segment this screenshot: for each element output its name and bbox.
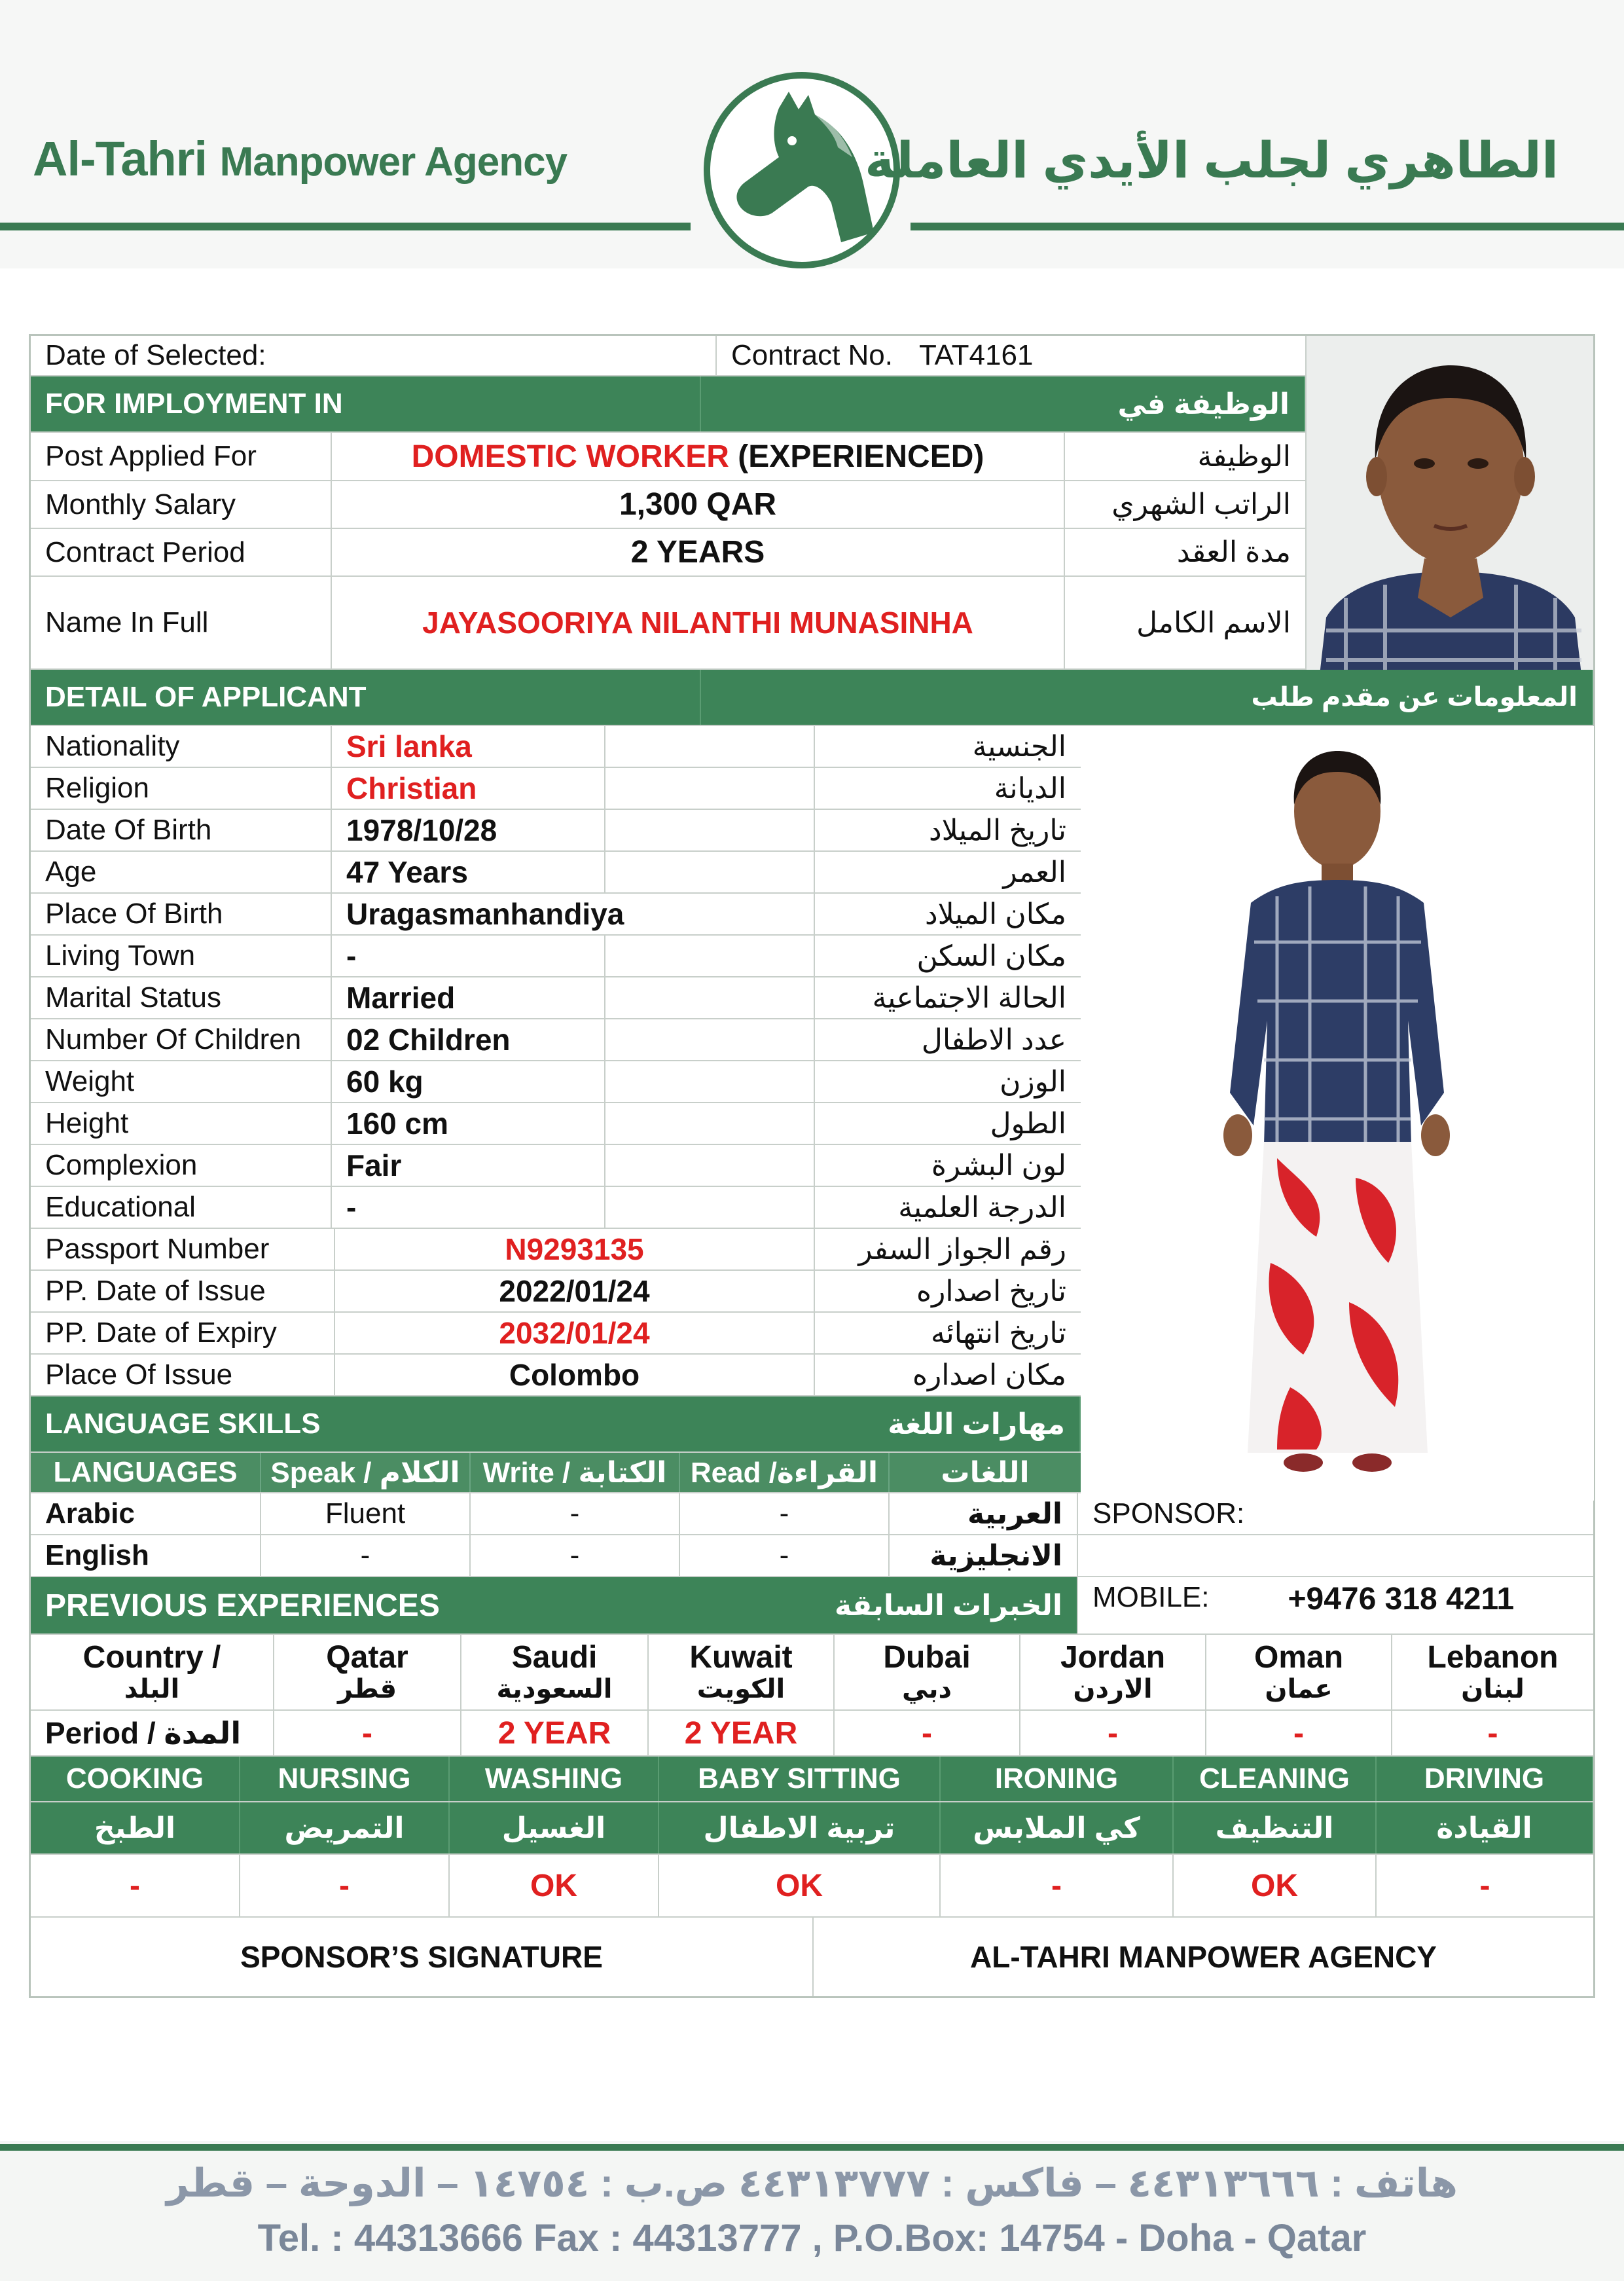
detail-spacer	[605, 852, 815, 892]
country-jordan	[1020, 1635, 1206, 1709]
skill-name-ar: التنظيف	[1174, 1802, 1377, 1853]
footer-rule	[0, 2144, 1624, 2151]
detail-label-ar: الدرجة العلمية	[898, 1191, 1066, 1224]
skill-name-ar: كي الملابس	[941, 1802, 1174, 1853]
skill-value: -	[31, 1855, 240, 1916]
contract-period-row	[31, 529, 1305, 577]
detail-spacer	[605, 1145, 815, 1186]
full-name-row	[31, 577, 1305, 670]
col-read: Read /القراءة	[680, 1453, 890, 1492]
detail-row	[31, 977, 1081, 1019]
language-name: Arabic	[31, 1493, 261, 1534]
brand-name-en	[33, 131, 567, 187]
applicant-full-photo	[1081, 726, 1594, 1501]
detail-spacer	[605, 936, 815, 976]
sponsor-label: SPONSOR:	[1092, 1497, 1245, 1529]
period-value: -	[1206, 1711, 1392, 1755]
skill-value: -	[1479, 1868, 1490, 1903]
detail-value: Married	[332, 977, 605, 1018]
period-value: -	[1487, 1715, 1498, 1751]
detail-label: Religion	[31, 768, 332, 809]
col-languages: LANGUAGES	[31, 1453, 261, 1492]
language-write: -	[471, 1535, 680, 1576]
detail-spacer	[605, 1061, 815, 1102]
passport-row	[31, 1271, 1081, 1313]
detail-label-ar: الطول	[990, 1107, 1066, 1140]
detail-label: Date Of Birth	[31, 810, 332, 850]
detail-row	[31, 894, 1081, 936]
passport-label: PP. Date of Expiry	[31, 1313, 335, 1353]
language-heading-ar: مهارات اللغة	[753, 1396, 1081, 1451]
post-row	[31, 433, 1305, 481]
passport-row	[31, 1313, 1081, 1355]
passport-label: Passport Number	[31, 1229, 335, 1269]
skill-name-ar: تربية الاطفال	[659, 1802, 941, 1853]
header-rule-right	[911, 223, 1624, 230]
detail-row	[31, 936, 1081, 977]
detail-label: Height	[31, 1103, 332, 1144]
post-value-red: DOMESTIC WORKER	[411, 439, 729, 474]
detail-value: 02 Children	[332, 1019, 605, 1060]
skill-value: -	[941, 1855, 1174, 1916]
country-name-ar: عمان	[1265, 1675, 1333, 1704]
salary-value: 1,300 QAR	[332, 481, 1065, 528]
detail-label: Living Town	[31, 936, 332, 976]
contract-period-value: 2 YEARS	[332, 529, 1065, 575]
detail-row	[31, 852, 1081, 894]
country-name-ar: لبنان	[1461, 1675, 1525, 1704]
country-lebanon	[1392, 1635, 1593, 1709]
detail-label-ar: الوزن	[1000, 1065, 1066, 1098]
language-read: -	[680, 1493, 890, 1534]
post-value	[332, 433, 1065, 480]
language-name: English	[31, 1535, 261, 1576]
passport-label: Place Of Issue	[31, 1355, 335, 1395]
country-name-ar: دبي	[901, 1675, 952, 1704]
detail-label-ar: تاريخ الميلاد	[929, 814, 1066, 847]
signatures-row	[31, 1918, 1593, 1996]
col-write: Write / الكتابة	[471, 1453, 680, 1492]
applicant-heading-ar: المعلومات عن مقدم طلب	[701, 670, 1593, 725]
skill-name-ar: الغسيل	[450, 1802, 659, 1853]
detail-label: Nationality	[31, 726, 332, 767]
country-name-ar: الاردن	[1073, 1675, 1153, 1704]
skill-name: BABY SITTING	[659, 1757, 941, 1801]
employment-block	[31, 336, 1593, 670]
passport-label: PP. Date of Issue	[31, 1271, 335, 1311]
detail-row	[31, 768, 1081, 810]
detail-row	[31, 810, 1081, 852]
detail-label-ar: الديانة	[994, 772, 1066, 805]
experience-heading-en: PREVIOUS EXPERIENCES	[45, 1588, 440, 1623]
country-name-ar: قطر	[337, 1675, 397, 1704]
detail-label: Place Of Birth	[31, 894, 332, 934]
passport-label-ar: مكان اصداره	[912, 1359, 1066, 1391]
field-label-ar: الراتب الشهري	[1111, 488, 1291, 520]
applicant-detail-block	[31, 726, 1593, 1493]
detail-row	[31, 1187, 1081, 1229]
country-name: Lebanon	[1427, 1639, 1559, 1675]
detail-label-ar: الحالة الاجتماعية	[872, 981, 1066, 1014]
country-qatar	[274, 1635, 461, 1709]
letterhead	[0, 0, 1624, 268]
detail-label: Educational	[31, 1187, 332, 1228]
language-speak: Fluent	[261, 1493, 471, 1534]
language-name-ar: العربية	[890, 1493, 1078, 1534]
detail-value: Christian	[332, 768, 605, 809]
detail-spacer	[605, 726, 815, 767]
skill-value: OK	[1174, 1855, 1377, 1916]
language-heading	[31, 1396, 1081, 1453]
detail-value: -	[332, 936, 605, 976]
detail-value: 160 cm	[332, 1103, 605, 1144]
passport-label-ar: رقم الجواز السفر	[858, 1233, 1066, 1266]
detail-label-ar: العمر	[1003, 856, 1066, 888]
experience-heading	[31, 1577, 1078, 1633]
header-rule-left	[0, 223, 691, 230]
skill-name: IRONING	[941, 1757, 1174, 1801]
employment-heading-en: FOR IMPLOYMENT IN	[31, 376, 701, 431]
detail-spacer	[605, 977, 815, 1018]
contract-label: Contract No.	[731, 339, 893, 371]
mobile-cell	[1078, 1577, 1593, 1633]
detail-row	[31, 1103, 1081, 1145]
detail-row	[31, 1061, 1081, 1103]
country-label-ar: البلد	[124, 1675, 180, 1704]
contract-number	[717, 336, 1305, 375]
period-value: -	[1020, 1711, 1206, 1755]
period-value: 2 YEAR	[461, 1711, 649, 1755]
detail-label-ar: مكان السكن	[916, 940, 1066, 972]
detail-label-ar: لون البشرة	[931, 1149, 1066, 1182]
experience-heading-row	[31, 1577, 1593, 1635]
country-oman	[1206, 1635, 1392, 1709]
col-speak: Speak / الكلام	[261, 1453, 471, 1492]
detail-value: Uragasmanhandiya	[332, 894, 815, 934]
passport-label-ar: تاريخ انتهائه	[930, 1317, 1066, 1349]
passport-place-value: Colombo	[335, 1355, 815, 1395]
country-label	[31, 1635, 274, 1709]
country-name: Saudi	[511, 1639, 598, 1675]
col-languages-ar: اللغات	[941, 1456, 1030, 1489]
passport-number-value: N9293135	[335, 1229, 815, 1269]
period-value: -	[835, 1711, 1020, 1755]
detail-row	[31, 1019, 1081, 1061]
country-name: Jordan	[1060, 1639, 1166, 1675]
country-name: Dubai	[883, 1639, 971, 1675]
detail-value: 60 kg	[332, 1061, 605, 1102]
employment-heading	[31, 376, 1305, 433]
country-name-ar: الكويت	[696, 1675, 785, 1704]
skill-name: COOKING	[31, 1757, 240, 1801]
period-row	[31, 1711, 1593, 1757]
detail-row	[31, 1145, 1081, 1187]
country-label-en: Country /	[82, 1639, 221, 1675]
passport-expiry-value: 2032/01/24	[335, 1313, 815, 1353]
mobile-value: +9476 318 4211	[1288, 1582, 1515, 1616]
sponsor-signature: SPONSOR’S SIGNATURE	[31, 1918, 814, 1996]
language-write: -	[471, 1493, 680, 1534]
detail-label-ar: عدد الاطفال	[921, 1023, 1066, 1056]
period-label: Period / المدة	[31, 1711, 274, 1755]
field-label: Monthly Salary	[31, 481, 332, 528]
passport-row	[31, 1229, 1081, 1271]
period-value: 2 YEAR	[649, 1711, 835, 1755]
detail-spacer	[605, 1019, 815, 1060]
country-kuwait	[649, 1635, 835, 1709]
detail-spacer	[605, 1187, 815, 1228]
language-name-ar: الانجليزية	[890, 1535, 1078, 1576]
detail-label: Marital Status	[31, 977, 332, 1018]
applicant-rows	[31, 726, 1081, 1493]
full-name-value: JAYASOORIYA NILANTHI MUNASINHA	[332, 577, 1065, 668]
footer-contact-ar: هاتف : ٤٤٣١٣٦٦٦ – فاكس : ٤٤٣١٣٧٧٧ ص.ب : ١٤٧٥٤ – الدوحة – قطر	[166, 2161, 1458, 2205]
mobile-label: MOBILE:	[1092, 1581, 1210, 1613]
detail-label-ar: الجنسية	[972, 730, 1066, 763]
detail-spacer	[605, 768, 815, 809]
detail-label: Complexion	[31, 1145, 332, 1186]
skill-name-ar: التمريض	[240, 1802, 450, 1853]
detail-spacer	[605, 1103, 815, 1144]
country-name: Kuwait	[689, 1639, 793, 1675]
detail-label-ar: مكان الميلاد	[924, 898, 1066, 930]
employment-heading-ar: الوظيفة في	[701, 376, 1305, 431]
country-dubai	[835, 1635, 1020, 1709]
top-row	[31, 336, 1305, 376]
skills-values	[31, 1855, 1593, 1918]
skills-heading-en	[31, 1757, 1593, 1802]
passport-issue-value: 2022/01/24	[335, 1271, 815, 1311]
period-value: -	[274, 1711, 461, 1755]
skill-name: WASHING	[450, 1757, 659, 1801]
applicant-heading-en: DETAIL OF APPLICANT	[31, 670, 701, 725]
sponsor-value	[1078, 1535, 1593, 1576]
field-label: Name In Full	[31, 577, 332, 668]
passport-label-ar: تاريخ اصداره	[916, 1275, 1066, 1307]
detail-value: -	[332, 1187, 605, 1228]
date-selected-label: Date of Selected:	[31, 336, 717, 375]
country-saudi	[461, 1635, 649, 1709]
cv-form	[29, 334, 1595, 1998]
field-label: Post Applied For	[31, 433, 332, 480]
language-row	[31, 1493, 1593, 1535]
skills-heading-ar	[31, 1802, 1593, 1855]
brand-name-secondary: Manpower Agency	[219, 139, 568, 185]
skill-value: OK	[659, 1855, 941, 1916]
field-label-ar: مدة العقد	[1176, 536, 1291, 568]
salary-row	[31, 481, 1305, 529]
language-read: -	[680, 1535, 890, 1576]
detail-value: Fair	[332, 1145, 605, 1186]
detail-label: Number Of Children	[31, 1019, 332, 1060]
footer-contact-en: Tel. : 44313666 Fax : 44313777 , P.O.Box: 14754 - Doha - Qatar	[257, 2217, 1367, 2259]
experience-heading-ar: الخبرات السابقة	[835, 1589, 1062, 1622]
skill-name-ar: القيادة	[1377, 1802, 1593, 1853]
post-value-black: (EXPERIENCED)	[738, 439, 984, 474]
skill-value: OK	[450, 1855, 659, 1916]
language-row	[31, 1535, 1593, 1577]
field-label: Contract Period	[31, 529, 332, 575]
detail-label: Weight	[31, 1061, 332, 1102]
field-label-ar: الوظيفة	[1197, 440, 1291, 473]
applicant-heading	[31, 670, 1593, 726]
detail-label: Age	[31, 852, 332, 892]
country-name-ar: السعودية	[496, 1675, 613, 1704]
skill-name: CLEANING	[1174, 1757, 1377, 1801]
language-speak: -	[261, 1535, 471, 1576]
agency-signature: AL-TAHRI MANPOWER AGENCY	[970, 1940, 1437, 1974]
language-columns	[31, 1453, 1081, 1493]
country-name: Qatar	[326, 1639, 408, 1675]
passport-row	[31, 1355, 1081, 1396]
detail-row	[31, 726, 1081, 768]
skill-value: -	[240, 1855, 450, 1916]
country-name: Oman	[1254, 1639, 1344, 1675]
skill-name: DRIVING	[1377, 1757, 1593, 1801]
language-heading-en: LANGUAGE SKILLS	[45, 1408, 321, 1440]
detail-spacer	[605, 810, 815, 850]
detail-value: 47 Years	[332, 852, 605, 892]
applicant-portrait-photo	[1305, 336, 1593, 675]
skill-name: NURSING	[240, 1757, 450, 1801]
detail-value: Sri lanka	[332, 726, 605, 767]
skill-name-ar: الطبخ	[31, 1802, 240, 1853]
brand-name-ar: الطاهري لجلب الأيدي العاملة	[865, 133, 1559, 189]
brand-name-primary: Al-Tahri	[33, 132, 208, 186]
contract-value: TAT4161	[918, 339, 1034, 371]
detail-value: 1978/10/28	[332, 810, 605, 850]
country-row	[31, 1635, 1593, 1711]
field-label-ar: الاسم الكامل	[1136, 606, 1291, 639]
